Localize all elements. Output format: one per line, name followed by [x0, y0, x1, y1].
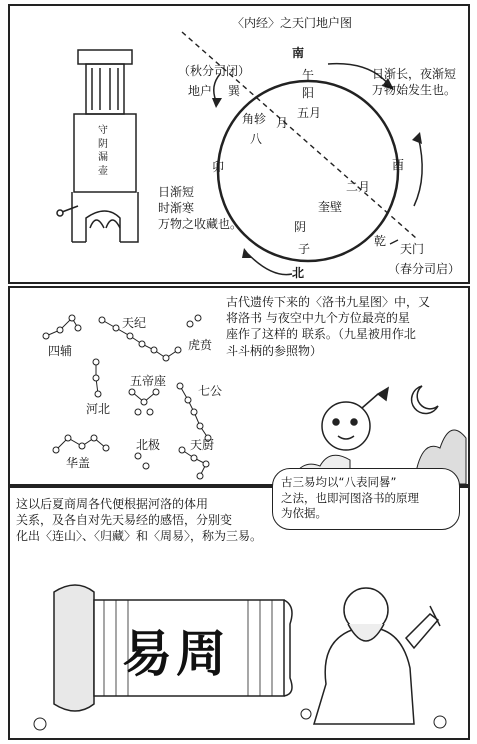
boy-figure [322, 388, 388, 450]
heaven-gate-note: （春分司启） [388, 262, 461, 276]
label-kuibi: 奎壁 [318, 200, 343, 214]
earth-gate-label: 地户 [188, 84, 213, 98]
diagram-panel [8, 4, 470, 284]
label-yue: 月 [276, 116, 289, 130]
star-label-tianji: 天纪 [122, 316, 147, 330]
earth-gate-note: （秋分司闭） [178, 64, 251, 78]
speech-bubble [272, 468, 460, 530]
label-qian: 乾 [374, 234, 387, 248]
heaven-gate-label: 天门 [400, 242, 425, 256]
label-mao: 卯 [212, 160, 225, 174]
star-label-wudizuo: 五帝座 [130, 374, 167, 388]
day-long-text: 日渐长，夜渐短 万物始发生也。 [372, 67, 457, 98]
label-ba: 八 [250, 132, 263, 146]
label-eryue: 二月 [346, 180, 371, 194]
star-label-huben: 虎贲 [188, 338, 213, 352]
label-wu: 午 [302, 68, 315, 82]
label-wuyue: 五月 [297, 106, 322, 120]
three-yi-text: 这以后夏商周各代便根据河洛的体用 关系，及各自对先天易经的感悟，分别变 化出〈连山〉、〈归藏〉和〈周易〉，称为三易。 [16, 497, 263, 544]
star-label-sifu: 四辅 [48, 344, 73, 358]
clepsydra-label: 守 阴 漏 壶 [98, 125, 108, 177]
star-label-hebei: 河北 [86, 402, 111, 416]
label-yin: 阴 [294, 220, 307, 234]
sage-figure [314, 588, 440, 724]
label-south: 南 [292, 46, 305, 60]
moon-icon [412, 386, 438, 414]
diagram-title: 〈内经〉之天门地户图 [232, 16, 353, 30]
stars-description-text: 古代遗传下来的〈洛书九星图〉中，又 将洛书 与夜空中九个方位最亮的星 座作了这样的 联系。（九星被用作北 斗斗柄的参照物） [226, 295, 431, 358]
speech-bubble-text: 古三易均以“八表同晷” 之法，也即河图洛书的原理 为依据。 [281, 475, 419, 521]
stars-panel [8, 286, 470, 486]
label-you: 酉 [392, 158, 405, 172]
scroll-title: 易周 [122, 624, 230, 683]
star-label-beiji: 北极 [136, 438, 161, 452]
label-xun: 巽 [228, 84, 241, 98]
star-label-qigong: 七公 [198, 384, 223, 398]
label-zi: 子 [298, 242, 311, 256]
day-short-text: 日渐短 时渐寒 万物之收藏也。 [158, 185, 243, 232]
star-label-huagai: 华盖 [66, 456, 91, 470]
right-arrow [414, 136, 422, 206]
label-jiaozhen: 角轸 [242, 112, 267, 126]
star-label-tianchu: 天厨 [190, 438, 215, 452]
label-yang: 阳 [302, 86, 315, 100]
label-north: 北 [292, 266, 305, 280]
